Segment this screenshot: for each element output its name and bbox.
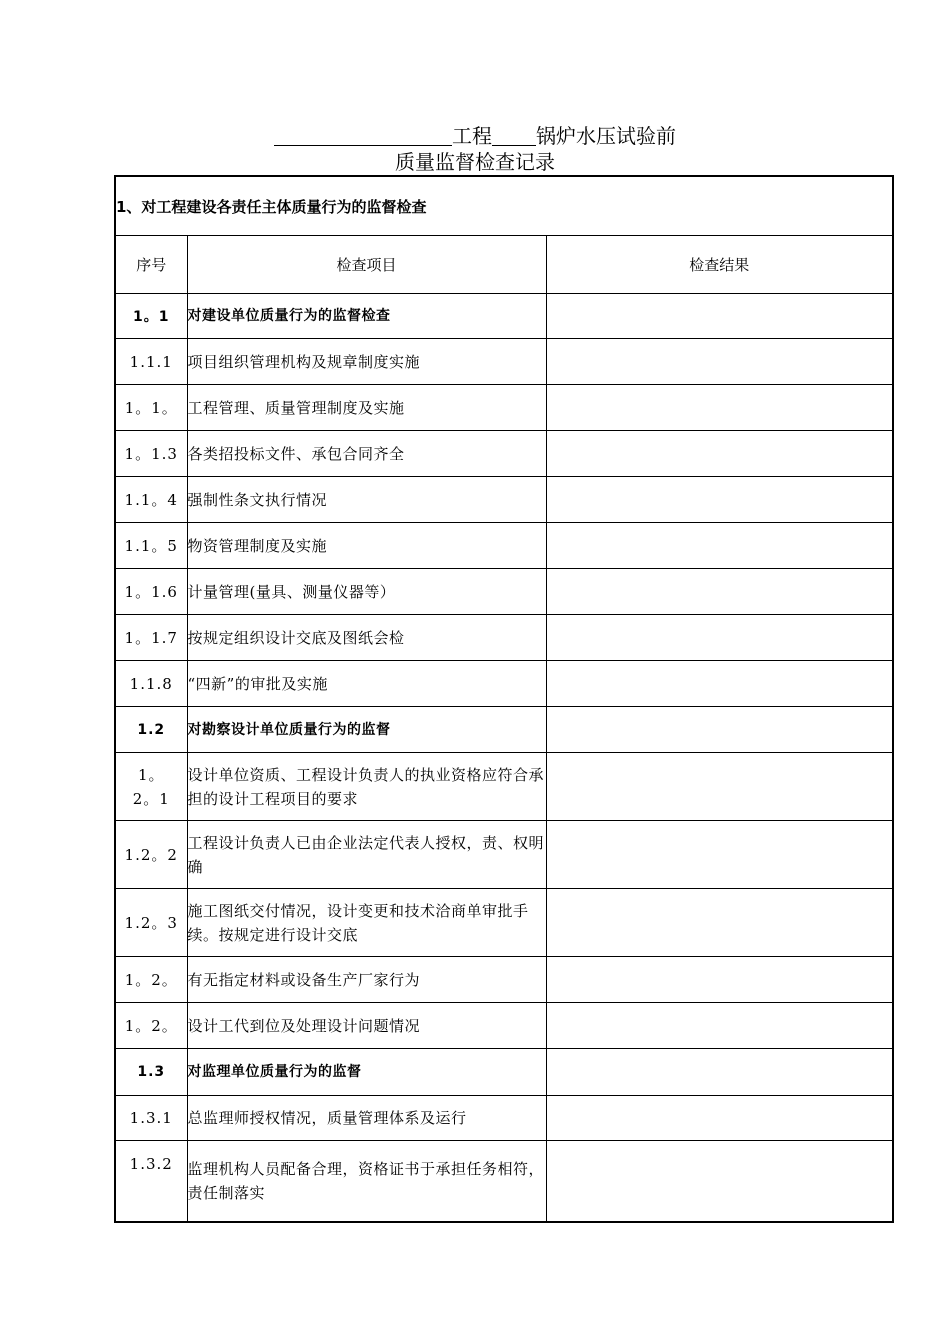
row-result-cell[interactable]	[546, 477, 893, 523]
row-number: 1.3.1	[115, 1096, 187, 1141]
title-line-2: 质量监督检查记录	[395, 150, 555, 174]
row-number: 1。1。	[115, 385, 187, 431]
column-header-item: 检查项目	[187, 236, 546, 294]
row-item: 物资管理制度及实施	[187, 523, 546, 569]
project-name-blank	[274, 125, 452, 146]
table-row	[115, 957, 893, 1003]
row-item: 施工图纸交付情况，设计变更和技术洽商单审批手续。按规定进行设计交底	[187, 889, 546, 957]
row-number: 1。2。	[115, 957, 187, 1003]
table-row	[115, 753, 893, 821]
row-item: 设计单位资质、工程设计负责人的执业资格应符合承担的设计工程项目的要求	[187, 753, 546, 821]
row-result-cell[interactable]	[546, 431, 893, 477]
table-row	[115, 821, 893, 889]
row-number: 1。1	[115, 294, 187, 339]
table-row	[115, 294, 893, 339]
table-row	[115, 339, 893, 385]
inspection-record-table	[114, 175, 894, 1223]
row-number: 1。2。	[115, 1003, 187, 1049]
row-result-cell[interactable]	[546, 385, 893, 431]
row-item: 对建设单位质量行为的监督检查	[187, 294, 546, 339]
row-item: 监理机构人员配备合理，资格证书于承担任务相符，责任制落实	[187, 1141, 546, 1223]
table-row	[115, 523, 893, 569]
title-line-1	[0, 122, 950, 150]
row-item: 工程设计负责人已由企业法定代表人授权，责、权明确	[187, 821, 546, 889]
row-item: 对监理单位质量行为的监督	[187, 1049, 546, 1096]
table-row	[115, 1096, 893, 1141]
table-row	[115, 1003, 893, 1049]
row-result-cell[interactable]	[546, 661, 893, 707]
table-row	[115, 1141, 893, 1223]
row-result-cell[interactable]	[546, 339, 893, 385]
table-row	[115, 431, 893, 477]
row-item: 工程管理、质量管理制度及实施	[187, 385, 546, 431]
row-item: 按规定组织设计交底及图纸会检	[187, 615, 546, 661]
row-number: 1.2。2	[115, 821, 187, 889]
row-result-cell[interactable]	[546, 707, 893, 753]
row-item: 对勘察设计单位质量行为的监督	[187, 707, 546, 753]
column-header-row	[115, 236, 893, 294]
row-number: 1.2	[115, 707, 187, 753]
row-item: 各类招投标文件、承包合同齐全	[187, 431, 546, 477]
table-row	[115, 385, 893, 431]
row-number: 1.1。4	[115, 477, 187, 523]
table-row	[115, 661, 893, 707]
row-number: 1。1.7	[115, 615, 187, 661]
row-item: 计量管理(量具、测量仪器等）	[187, 569, 546, 615]
row-number: 1.1。5	[115, 523, 187, 569]
table-row	[115, 707, 893, 753]
row-item: 总监理师授权情况，质量管理体系及运行	[187, 1096, 546, 1141]
row-result-cell[interactable]	[546, 523, 893, 569]
row-result-cell[interactable]	[546, 1096, 893, 1141]
row-item: 有无指定材料或设备生产厂家行为	[187, 957, 546, 1003]
title-segment-2: 锅炉水压试验前	[536, 124, 676, 148]
table-row	[115, 1049, 893, 1096]
title-segment-1: 工程	[452, 124, 492, 148]
row-result-cell[interactable]	[546, 615, 893, 661]
row-result-cell[interactable]	[546, 294, 893, 339]
row-item: 强制性条文执行情况	[187, 477, 546, 523]
row-result-cell[interactable]	[546, 957, 893, 1003]
table-row	[115, 569, 893, 615]
document-title	[0, 122, 950, 174]
row-result-cell[interactable]	[546, 569, 893, 615]
section-title: 1、对工程建设各责任主体质量行为的监督检查	[115, 176, 893, 236]
row-number: 1.3.2	[115, 1141, 187, 1223]
table-row	[115, 889, 893, 957]
row-result-cell[interactable]	[546, 1049, 893, 1096]
table-row	[115, 477, 893, 523]
column-header-result: 检查结果	[546, 236, 893, 294]
unit-number-blank	[492, 125, 536, 146]
row-number: 1.2。3	[115, 889, 187, 957]
row-item: 设计工代到位及处理设计问题情况	[187, 1003, 546, 1049]
row-result-cell[interactable]	[546, 753, 893, 821]
row-number: 1.1.8	[115, 661, 187, 707]
row-result-cell[interactable]	[546, 1003, 893, 1049]
row-result-cell[interactable]	[546, 821, 893, 889]
column-header-seq: 序号	[115, 236, 187, 294]
row-item: “四新”的审批及实施	[187, 661, 546, 707]
row-number: 1。2。1	[115, 753, 187, 821]
row-result-cell[interactable]	[546, 1141, 893, 1223]
row-result-cell[interactable]	[546, 889, 893, 957]
row-number: 1.1.1	[115, 339, 187, 385]
section-header-row	[115, 176, 893, 236]
row-item: 项目组织管理机构及规章制度实施	[187, 339, 546, 385]
row-number: 1。1.3	[115, 431, 187, 477]
row-number: 1。1.6	[115, 569, 187, 615]
row-number: 1.3	[115, 1049, 187, 1096]
table-row	[115, 615, 893, 661]
